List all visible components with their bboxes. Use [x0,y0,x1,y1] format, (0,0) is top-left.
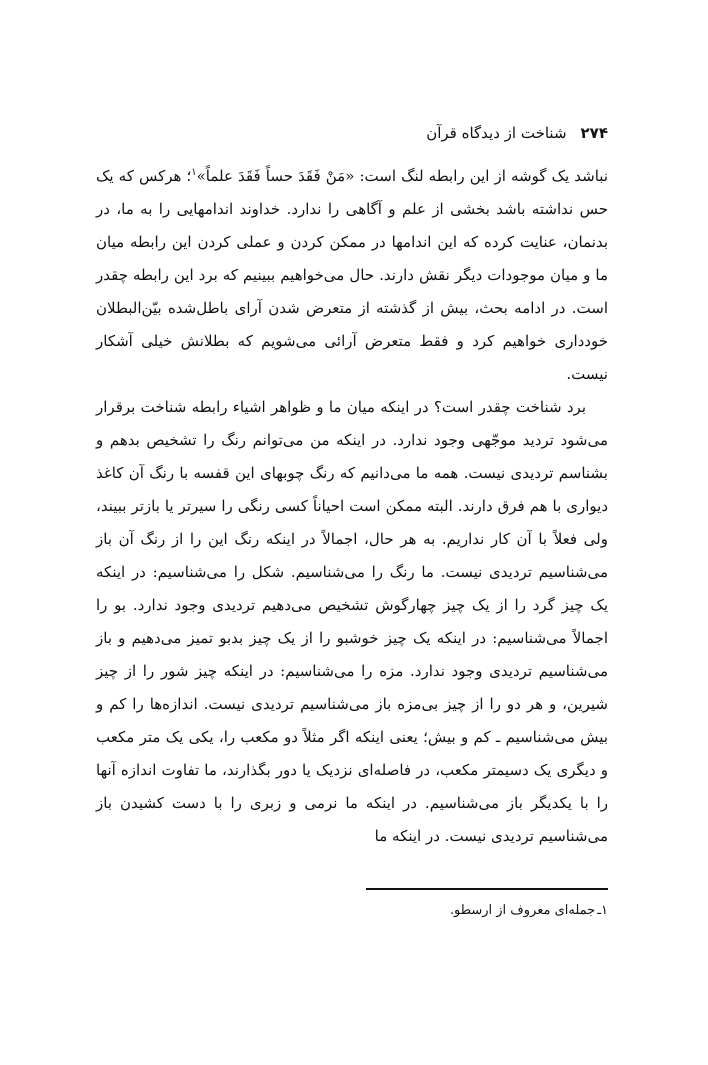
paragraph [96,160,608,391]
footnote-text: جمله‌ای معروف از ارسطو. [449,903,596,918]
footnote-number: ۱ـ [597,903,608,918]
body-text [96,160,608,853]
running-title: شناخت از دیدگاه قرآن [426,124,567,142]
footnote [96,898,608,924]
footnote-reference: ۱ [191,167,197,178]
footnote-divider [366,888,608,890]
page-number: ۲۷۴ [580,124,608,142]
paragraph: برد شناخت چقدر است؟ در اینکه میان ما و ظواهر اشیاء رابطه شناخت برقرار می‌شود تردید موجّهی وجود ندارد. در اینکه من می‌توانم رنگ را تشخیص بدهم و بشناسم تردیدی نیست. همه ما می‌دانیم که رنگ چوبهای این قفسه با رنگ آن کاغذ دیواری با هم فرق دارند. البته ممکن است احیاناً کسی رنگی را سیرتر یا بازتر ببیند، ولی فعلاً با آن کار نداریم. به هر حال، اجمالاً در اینکه رنگ این را از رنگ آن باز می‌شناسیم تردیدی نیست. ما رنگ را می‌شناسیم. شکل را می‌شناسیم: در اینکه یک چیز گرد را از یک چیز چهارگوش تشخیص می‌دهیم تردیدی وجود ندارد. بو را اجمالاً می‌شناسیم: در اینکه یک چیز خوشبو را از یک چیز بدبو تمیز می‌دهیم و باز می‌شناسیم تردیدی وجود ندارد. مزه را می‌شناسیم: در اینکه چیز شور را از چیز شیرین، و هر دو را از چیز بی‌مزه باز می‌شناسیم تردیدی نیست. اندازه‌ها را کم و بیش می‌شناسیم ـ کم و بیش؛ یعنی اینکه اگر مثلاً دو مکعب را، یکی یک متر مکعب و دیگری یک دسیمتر مکعب، در فاصله‌ای نزدیک یا دور بگذارند، ما تفاوت اندازه آنها را با یکدیگر باز می‌شناسیم. در اینکه ما نرمی و زبری را با دست کشیدن باز می‌شناسیم تردیدی نیست. در اینکه ما [96,398,608,845]
page-header [188,118,608,148]
paragraph-text-start: نباشد یک گوشه از این رابطه لنگ است: «مَنْ فَقَدَ حساً فَقَدَ علماً» [196,167,608,185]
paragraph-text-continued: ؛ هرکس که یک حس نداشته باشد بخشی از علم و آگاهی را ندارد. خداوند اندامهایی را به ما، در بدنمان، عنایت کرده که این اندامها در ممکن کردن و عملی کردن این رابطه میان ما و میان موجودات دیگر نقش دارند. حال می‌خواهیم ببینیم که برد این رابطه چقدر است. در ادامه بحث، بیش از گذشته از متعرض شدن آرای باطل‌شده بیّن‌البطلان خودداری خواهیم کرد و فقط متعرض آرائی می‌شویم که بطلانش خیلی آشکار نیست. [96,167,608,383]
